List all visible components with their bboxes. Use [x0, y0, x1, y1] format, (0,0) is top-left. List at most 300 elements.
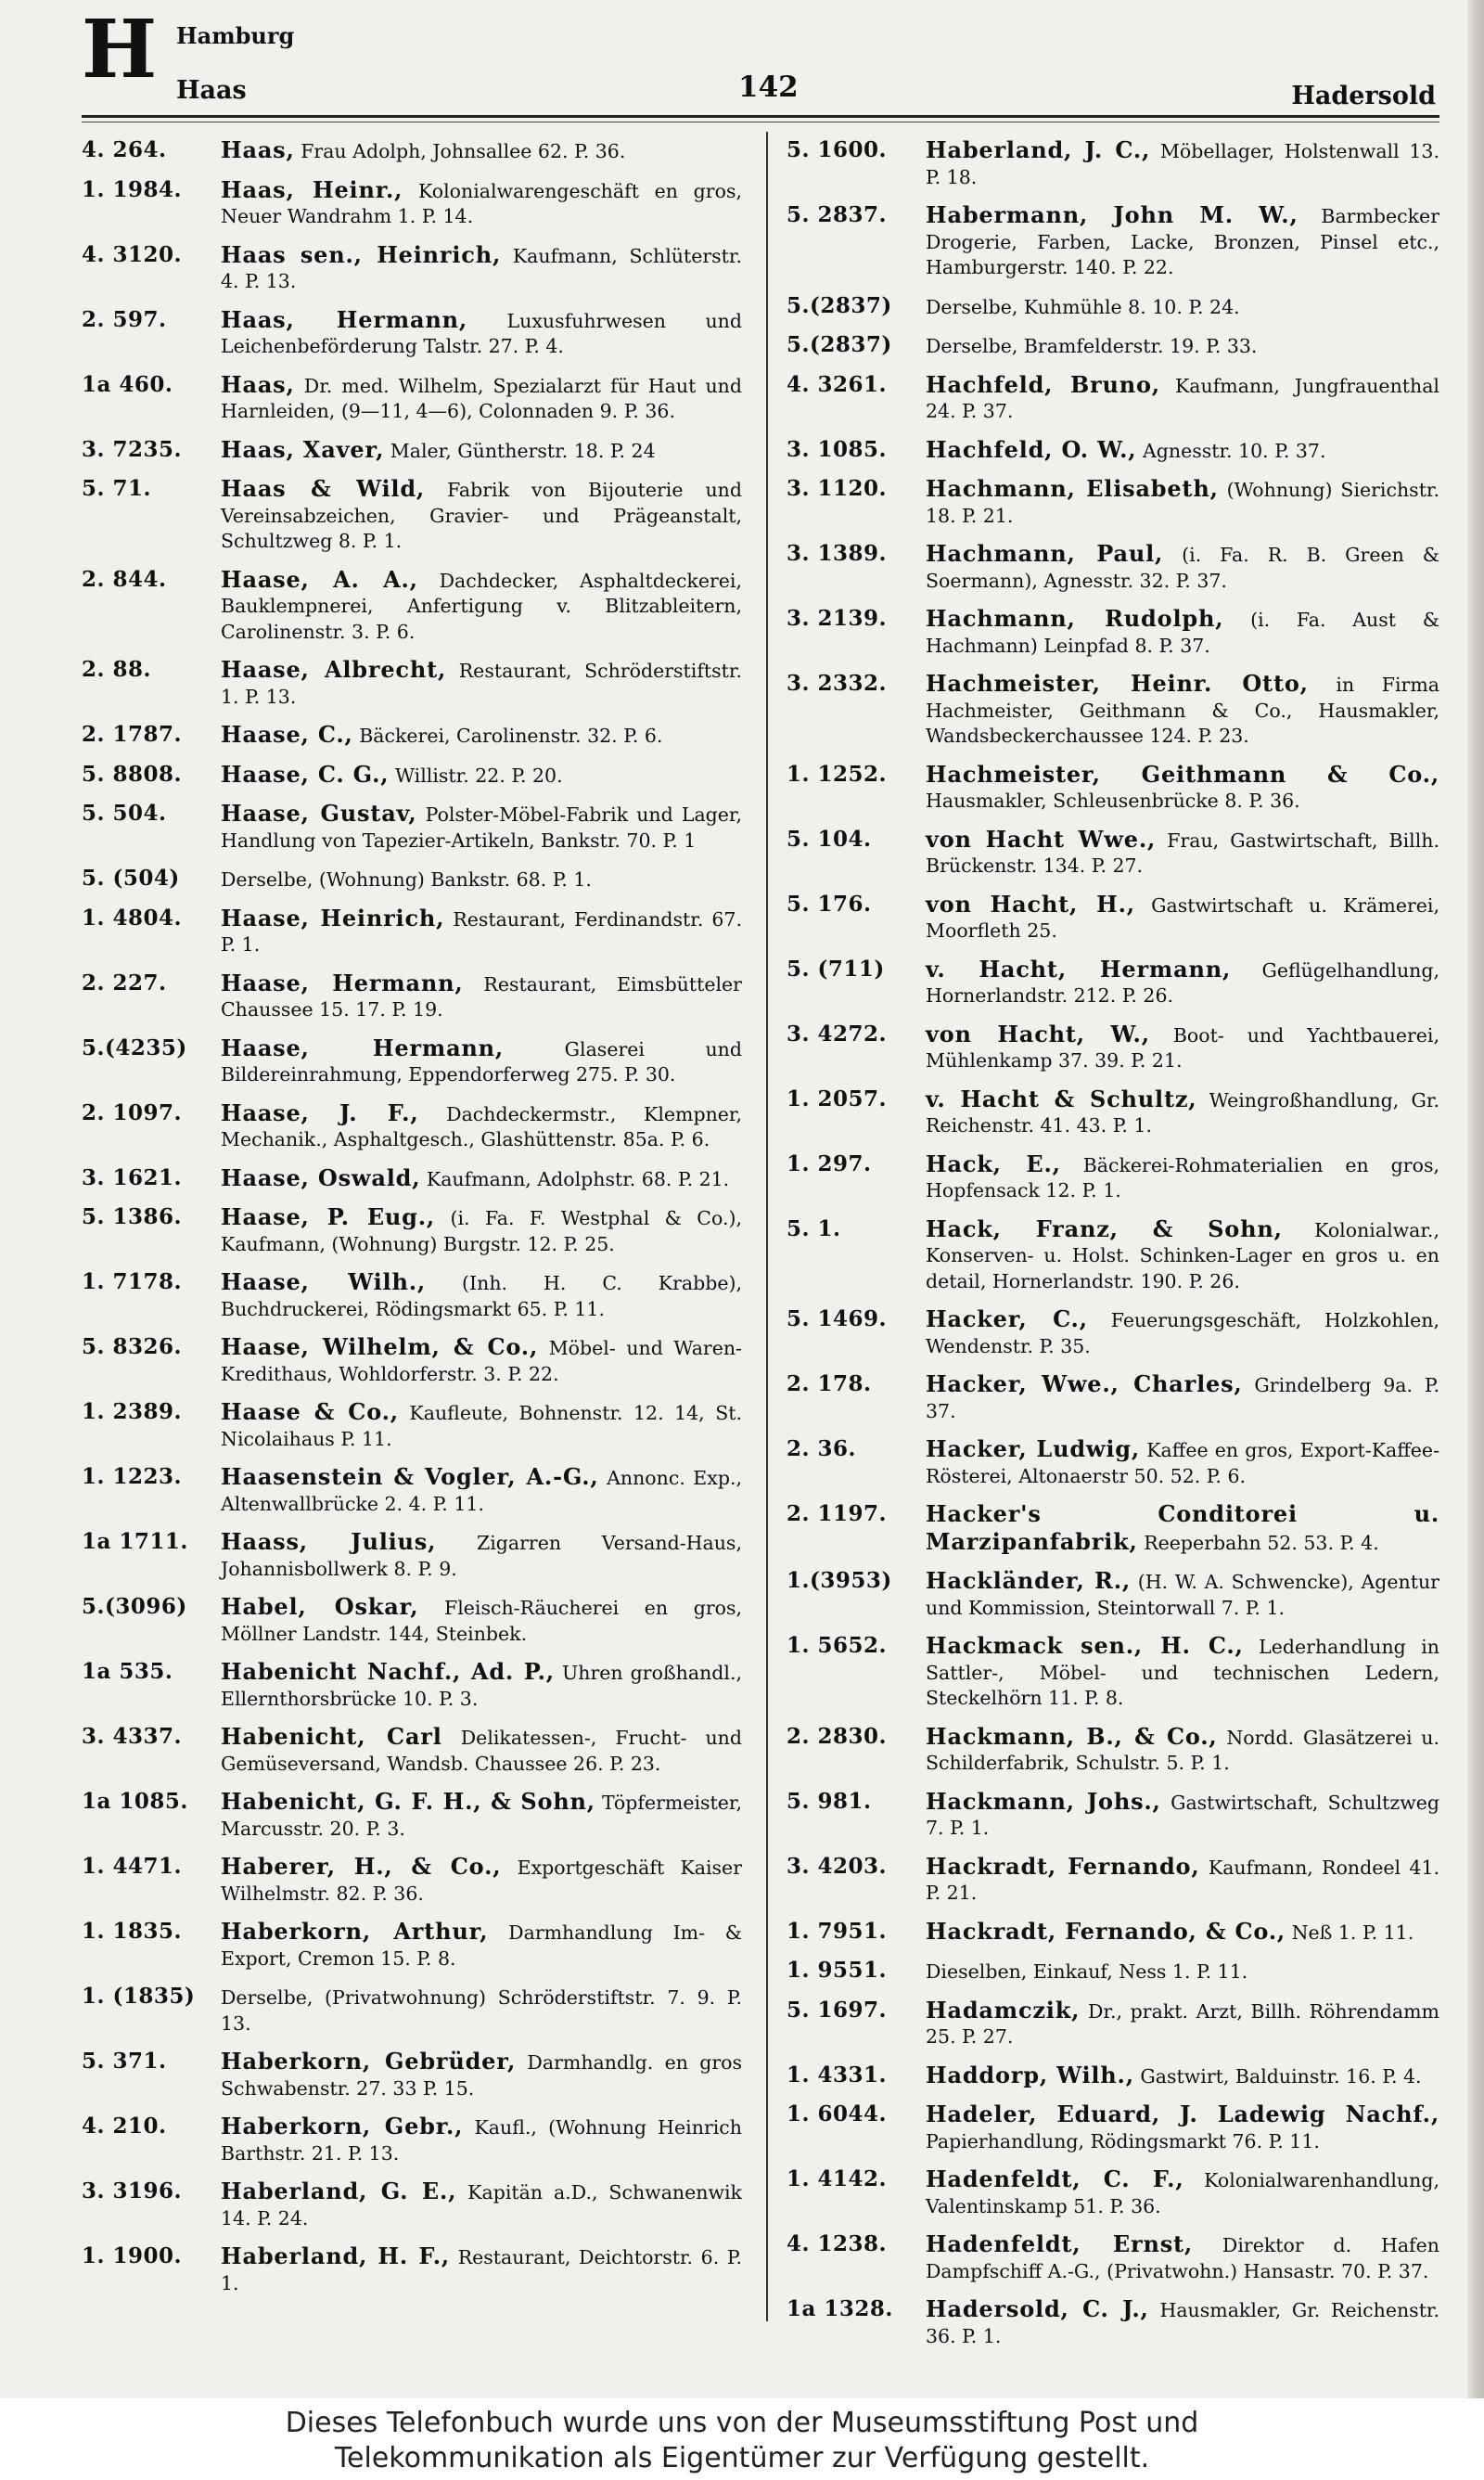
entry-details: Gastwirtschaft u. Krämerei, Moorfleth 25.	[926, 893, 1439, 942]
subscriber-name: Hadenfeldt, C. F.,	[926, 2165, 1184, 2192]
directory-entry	[82, 372, 742, 425]
entry-body	[926, 2296, 1439, 2349]
entry-body	[926, 541, 1439, 594]
phone-number: 1.(3953)	[787, 1568, 892, 1593]
subscriber-name: Hachmann, Paul,	[926, 540, 1164, 567]
entry-details: Kaufmann, Schlüterstr. 4. P. 13.	[221, 244, 742, 292]
subscriber-name: Haase, Oswald,	[221, 1163, 421, 1191]
subscriber-name: Hackmann, Johs.,	[926, 1787, 1161, 1815]
phone-number: 5. 1600.	[787, 137, 888, 162]
page-edge	[1467, 0, 1484, 2398]
directory-entry	[787, 2166, 1439, 2219]
phone-number: 1. 4471.	[82, 1854, 183, 1879]
right-column	[787, 137, 1439, 2361]
entry-details: Willistr. 22. P. 20.	[394, 764, 563, 787]
entry-body	[221, 137, 742, 165]
directory-entry	[82, 307, 742, 360]
directory-entry	[82, 722, 742, 750]
entry-body	[221, 1165, 742, 1193]
directory-entry	[787, 541, 1439, 594]
entry-details: Kolonialwarenhandlung, Valentinskamp 51. P. 36.	[926, 2169, 1439, 2217]
directory-entry	[787, 827, 1439, 880]
phone-number: 1. 9551.	[787, 1958, 888, 1983]
entry-details: Restaurant, Deichtorstr. 6. P. 1.	[221, 2246, 742, 2294]
entry-body	[926, 1151, 1439, 1204]
directory-entry	[82, 1334, 742, 1387]
directory-entry	[82, 1035, 742, 1088]
entry-details: Töpfermeister, Marcusstr. 20. P. 3.	[221, 1792, 742, 1840]
phone-number: 2. 88.	[82, 657, 152, 682]
subscriber-name: Haas, Xaver,	[221, 435, 385, 463]
entry-details: Delikatessen-, Frucht- und Gemüseversand, Wandsb. Chaussee 26. P. 23.	[221, 1727, 742, 1775]
entry-body	[221, 177, 742, 230]
footer-line-1: Dieses Telefonbuch wurde uns von der Museumsstiftung Post und	[285, 2407, 1199, 2439]
entry-details: Derselbe, (Wohnung) Bankstr. 68. P. 1.	[221, 868, 592, 891]
entry-body	[926, 671, 1439, 750]
header-rule	[82, 115, 1439, 118]
phone-number: 1. 2057.	[787, 1086, 888, 1112]
directory-entry	[82, 177, 742, 230]
phone-number: 5.(2837)	[787, 292, 892, 318]
directory-entry	[82, 1100, 742, 1153]
entry-body	[221, 722, 742, 750]
subscriber-name: Habenicht, G. F. H., & Sohn,	[221, 1788, 595, 1815]
directory-entry	[82, 1659, 742, 1712]
entry-details: Maler, Güntherstr. 18. P. 24	[390, 439, 656, 462]
phone-number: 3. 4203.	[787, 1853, 888, 1879]
entry-details: Bäckerei, Carolinenstr. 32. P. 6.	[359, 725, 663, 747]
entry-details: Zigarren Versand-Haus, Johannisbollwerk 8. P. 9.	[221, 1532, 742, 1580]
subscriber-name: Hacker, Wwe., Charles,	[926, 1370, 1243, 1397]
subscriber-name: Haas,	[221, 136, 295, 163]
entry-details: Fleisch-Räucherei en gros, Möllner Landstr. 144, Steinbek.	[221, 1597, 743, 1645]
subscriber-name: Haase, P. Eug.,	[221, 1203, 436, 1230]
phone-number: 2. 178.	[787, 1371, 872, 1396]
subscriber-name: Haas sen., Heinrich,	[221, 240, 502, 268]
entry-body	[926, 2062, 1439, 2090]
subscriber-name: Haase, Heinrich,	[221, 904, 445, 932]
entry-body	[221, 567, 742, 646]
entry-details: (i. Fa. F. Westphal & Co.), Kaufmann, (Wohnung) Burgstr. 12. P. 25.	[221, 1207, 742, 1255]
phone-number: 5.(3096)	[82, 1594, 187, 1619]
directory-entry	[787, 1854, 1439, 1907]
entry-details: Polster-Möbel-Fabrik und Lager, Handlung von Tapezier-Artikeln, Bankstr. 70. P. 1	[221, 803, 742, 852]
entry-body	[926, 606, 1439, 659]
subscriber-name: Hackradt, Fernando, & Co.,	[926, 1917, 1286, 1945]
entry-details: Kaufmann, Jungfrauenthal 24. P. 37.	[926, 374, 1439, 422]
entry-body	[926, 293, 1439, 321]
directory-entry	[82, 2178, 742, 2231]
entry-details: Restaurant, Ferdinandstr. 67. P. 1.	[221, 907, 742, 956]
entry-details: Barmbecker Drogerie, Farben, Lacke, Bronzen, Pinsel etc., Hamburgerstr. 140. P. 22.	[926, 205, 1439, 278]
directory-entry	[787, 1501, 1439, 1556]
entry-details: Feuerungsgeschäft, Holzkohlen, Wendenstr. P. 35.	[926, 1309, 1439, 1357]
entry-body	[221, 1100, 742, 1153]
directory-entry	[787, 1958, 1439, 1985]
directory-entry	[787, 1789, 1439, 1842]
directory-entry	[82, 906, 742, 958]
subscriber-name: Haase, J. F.,	[221, 1099, 419, 1126]
phone-number: 1. 7178.	[82, 1269, 183, 1294]
phone-number: 5. 1.	[787, 1215, 841, 1241]
directory-entry	[82, 242, 742, 295]
subscriber-name: von Hacht, H.,	[926, 890, 1135, 918]
subscriber-name: Haddorp, Wilh.,	[926, 2061, 1134, 2088]
directory-entry	[82, 437, 742, 465]
phone-number: 5. (504)	[82, 866, 180, 891]
phone-number: 2. 1787.	[82, 722, 183, 747]
directory-entry	[82, 1464, 742, 1517]
entry-details: Direktor d. Hafen Dampfschiff A.-G., (Privatwohn.) Hansastr. 70. P. 37.	[926, 2234, 1439, 2282]
phone-number: 5.(4235)	[82, 1034, 187, 1060]
phone-number: 1a 535.	[82, 1659, 173, 1684]
entry-body	[926, 1436, 1439, 1489]
entry-details: Agnesstr. 10. P. 37.	[1142, 439, 1326, 462]
entry-body	[926, 437, 1439, 465]
entry-details: Frau, Gastwirtschaft, Billh. Brückenstr. 134. P. 27.	[926, 829, 1439, 877]
directory-entry	[82, 866, 742, 893]
entry-body	[926, 2101, 1439, 2154]
entry-body	[221, 1984, 742, 2037]
subscriber-name: Haberland, J. C.,	[926, 136, 1151, 163]
phone-number: 5.(2837)	[787, 332, 892, 357]
entry-details: Dachdecker, Asphaltdeckerei, Bauklempnerei, Anfertigung v. Blitzableitern, Carolinenstr. 3. P. 6.	[221, 569, 742, 643]
entry-details: Grindelberg 9a. P. 37.	[926, 1374, 1439, 1422]
entry-details: Uhren großhandl., Ellernthorsbrücke 10. P. 3.	[221, 1662, 742, 1710]
subscriber-name: von Hacht, W.,	[926, 1020, 1150, 1047]
entry-details: (H. W. A. Schwencke), Agentur und Kommission, Steintorwall 7. P. 1.	[926, 1571, 1439, 1619]
entry-body	[221, 372, 742, 425]
entry-body	[926, 2231, 1439, 2284]
subscriber-name: Hadamczik,	[926, 1996, 1081, 2024]
directory-entry	[787, 293, 1439, 321]
entry-details: Neß 1. P. 11.	[1291, 1921, 1414, 1944]
entry-details: in Firma Hachmeister, Geithmann & Co., Hausmakler, Wandsbeckerchaussee 124. P. 23.	[926, 674, 1439, 747]
phone-number: 1a 1085.	[82, 1789, 188, 1814]
entry-body	[926, 476, 1439, 529]
subscriber-name: Haberland, G. E.,	[221, 2178, 457, 2204]
entry-details: Kaufleute, Bohnenstr. 12. 14, St. Nicolaihaus P. 11.	[221, 1402, 742, 1450]
entry-details: Derselbe, Kuhmühle 8. 10. P. 24.	[926, 295, 1240, 318]
directory-entry	[787, 137, 1439, 190]
subscriber-name: Haas, Heinr.,	[221, 175, 403, 203]
directory-entry	[82, 567, 742, 646]
entry-body	[926, 957, 1439, 1009]
subscriber-name: Haas,	[221, 370, 295, 398]
section-letter: H	[82, 3, 158, 96]
entry-body	[221, 2243, 742, 2296]
entry-details: Hausmakler, Gr. Reichenstr. 36. P. 1.	[926, 2299, 1439, 2347]
entry-body	[221, 801, 742, 854]
entry-body	[221, 657, 742, 710]
directory-entry	[787, 1306, 1439, 1359]
entry-details: Kapitän a.D., Schwanenwik 14. P. 24.	[221, 2181, 742, 2229]
directory-entry	[82, 801, 742, 854]
directory-entry	[787, 437, 1439, 465]
entry-details: Annonc. Exp., Altenwallbrücke 2. 4. P. 11.	[221, 1467, 742, 1515]
phone-number: 5. (711)	[787, 956, 885, 982]
directory-entry	[82, 1204, 742, 1257]
subscriber-name: Habenicht Nachf., Ad. P.,	[221, 1658, 555, 1685]
entry-body	[926, 202, 1439, 281]
subscriber-name: Hackländer, R.,	[926, 1567, 1132, 1594]
city-heading: Hamburg	[176, 22, 295, 49]
entry-details: (i. Fa. Aust & Hachmann) Leinpfad 8. P. 37.	[926, 609, 1439, 657]
phone-number: 1. 5652.	[787, 1633, 888, 1658]
entry-body	[926, 762, 1439, 815]
subscriber-name: Hachfeld, O. W.,	[926, 435, 1137, 463]
phone-number: 3. 1085.	[787, 436, 888, 462]
entry-body	[926, 892, 1439, 944]
subscriber-name: Haasenstein & Vogler, A.-G.,	[221, 1463, 599, 1490]
phone-number: 5. 371.	[82, 2049, 167, 2074]
subscriber-name: Hack, E.,	[926, 1150, 1061, 1177]
directory-entry	[82, 476, 742, 555]
directory-entry	[787, 202, 1439, 281]
entry-body	[926, 1501, 1439, 1556]
directory-entry	[787, 1568, 1439, 1621]
phone-number: 1. 2389.	[82, 1399, 183, 1424]
directory-entry	[82, 657, 742, 710]
phone-number: 1a 1711.	[82, 1529, 188, 1554]
directory-entry	[787, 476, 1439, 529]
directory-entry	[82, 1919, 742, 1972]
entry-details: Hausmakler, Schleusenbrücke 8. P. 36.	[926, 790, 1300, 812]
directory-entry	[787, 1919, 1439, 1947]
entry-body	[926, 1086, 1439, 1139]
phone-number: 5. 104.	[787, 826, 872, 852]
directory-entry	[82, 2243, 742, 2296]
phone-number: 4. 1238.	[787, 2231, 888, 2256]
entry-details: Kaffee en gros, Export-Kaffee-Rösterei, Altonaerstr 50. 52. P. 6.	[926, 1439, 1439, 1487]
directory-entry	[787, 1633, 1439, 1712]
entry-details: Reeperbahn 52. 53. P. 4.	[1144, 1531, 1379, 1554]
directory-entry	[787, 1371, 1439, 1424]
directory-entry	[82, 1165, 742, 1193]
phone-number: 5. 1469.	[787, 1306, 888, 1331]
directory-entry	[82, 1269, 742, 1322]
phone-number: 2. 1197.	[787, 1501, 888, 1526]
directory-entry	[787, 1022, 1439, 1074]
entry-body	[221, 2114, 742, 2166]
directory-entry	[787, 2296, 1439, 2349]
phone-number: 3. 7235.	[82, 436, 183, 462]
phone-number: 4. 264.	[82, 137, 167, 162]
entry-details: Dachdeckermstr., Klempner, Mechanik., Asphaltgesch., Glashüttenstr. 85a. P. 6.	[221, 1102, 742, 1150]
entry-details: Gastwirt, Balduinstr. 16. P. 4.	[1140, 2064, 1422, 2088]
column-divider	[766, 132, 768, 2321]
entry-body	[926, 1568, 1439, 1621]
directory-entry	[787, 1086, 1439, 1139]
entry-body	[926, 1854, 1439, 1907]
entry-details: Dr., prakt. Arzt, Billh. Röhrendamm 25. P. 27.	[926, 1999, 1439, 2048]
subscriber-name: Haase, Wilh.,	[221, 1268, 427, 1295]
directory-entry	[787, 1436, 1439, 1489]
entry-body	[926, 1724, 1439, 1777]
subscriber-name: Hacker, Ludwig,	[926, 1435, 1141, 1462]
subscriber-name: Haase, C.,	[221, 721, 353, 748]
entry-details: Boot- und Yachtbauerei, Mühlenkamp 37. 39. P. 21.	[926, 1023, 1439, 1072]
entry-details: Derselbe, (Privatwohnung) Schröderstiftstr. 7. 9. P. 13.	[221, 1986, 742, 2035]
phone-number: 5. 71.	[82, 476, 152, 501]
entry-body	[221, 307, 742, 360]
phone-number: 1. (1835)	[82, 1984, 196, 2009]
subscriber-name: Haase, Hermann,	[221, 1034, 505, 1061]
entry-body	[926, 1919, 1439, 1947]
phone-number: 1. 4804.	[82, 905, 183, 931]
entry-details: Kaufmann, Rondeel 41. P. 21.	[926, 1856, 1439, 1904]
left-column	[82, 137, 742, 2308]
entry-body	[926, 1306, 1439, 1359]
entry-body	[221, 1529, 742, 1582]
phone-number: 5. 8808.	[82, 761, 183, 787]
subscriber-name: Haberkorn, Gebrüder,	[221, 2048, 517, 2075]
entry-body	[926, 372, 1439, 425]
entry-details: Möbel- und Waren-Kredithaus, Wohldorferstr. 3. P. 22.	[221, 1337, 742, 1385]
entry-body	[926, 1958, 1439, 1985]
directory-entry	[787, 1151, 1439, 1204]
entry-details: Papierhandlung, Rödingsmarkt 76. P. 11.	[926, 2129, 1320, 2152]
entry-details: Möbellager, Holstenwall 13. P. 18.	[926, 140, 1439, 188]
entry-details: (i. Fa. R. B. Green & Soermann), Agnesstr. 32. P. 37.	[926, 544, 1439, 592]
directory-entry	[787, 2062, 1439, 2090]
subscriber-name: Hachmann, Rudolph,	[926, 605, 1224, 632]
phone-number: 1. 1984.	[82, 176, 183, 202]
entry-body	[221, 762, 742, 790]
entry-details: Kaufl., (Wohnung Heinrich Barthstr. 21. P. 13.	[221, 2116, 742, 2165]
directory-entry	[787, 957, 1439, 1009]
subscriber-name: Hackmack sen., H. C.,	[926, 1632, 1244, 1659]
first-entry-word: Haas	[176, 76, 247, 105]
directory-entry	[82, 1854, 742, 1907]
entry-details: (Wohnung) Sierichstr. 18. P. 21.	[926, 479, 1439, 527]
phone-number: 4. 3261.	[787, 371, 888, 397]
entry-details: Geflügelhandlung, Hornerlandstr. 212. P. 26.	[926, 958, 1439, 1007]
phone-number: 1. 1252.	[787, 761, 888, 787]
last-entry-word: Hadersold	[1291, 82, 1436, 110]
directory-entry	[787, 762, 1439, 815]
phone-number: 3. 4337.	[82, 1724, 183, 1749]
phone-number: 3. 2332.	[787, 671, 888, 696]
entry-body	[926, 1371, 1439, 1424]
subscriber-name: Hacker, C.,	[926, 1305, 1088, 1332]
subscriber-name: Haberer, H., & Co.,	[221, 1853, 502, 1880]
subscriber-name: Hachmeister, Geithmann & Co.,	[926, 760, 1439, 788]
directory-entry	[82, 1724, 742, 1777]
phone-number: 2. 227.	[82, 970, 167, 996]
directory-entry	[82, 1594, 742, 1647]
entry-details: Lederhandlung in Sattler-, Möbel- und technischen Ledern, Steckelhörn 11. P. 8.	[926, 1636, 1439, 1709]
phone-number: 2. 597.	[82, 306, 167, 332]
entry-body	[221, 1854, 742, 1907]
phone-number: 5. 1386.	[82, 1204, 183, 1229]
entry-details: Derselbe, Bramfelderstr. 19. P. 33.	[926, 335, 1258, 357]
entry-body	[221, 1269, 742, 1322]
phone-number: 3. 1120.	[787, 476, 888, 501]
subscriber-name: v. Hacht & Schultz,	[926, 1085, 1197, 1112]
directory-entry	[787, 372, 1439, 425]
entry-details: Fabrik von Bijouterie und Vereinsabzeichen, Gravier- und Prägeanstalt, Schultzweg 8. P. 1.	[221, 479, 742, 552]
subscriber-name: Haase, Gustav,	[221, 800, 417, 827]
subscriber-name: Haas & Wild,	[221, 475, 426, 502]
entry-body	[221, 1724, 742, 1777]
subscriber-name: Haas, Hermann,	[221, 305, 467, 333]
phone-number: 3. 1389.	[787, 541, 888, 566]
directory-entry	[787, 2101, 1439, 2154]
subscriber-name: Hadenfeldt, Ernst,	[926, 2230, 1194, 2257]
entry-body	[221, 437, 742, 465]
entry-body	[926, 1633, 1439, 1712]
subscriber-name: Haase, Albrecht,	[221, 656, 447, 683]
entry-details: Nordd. Glasätzerei u. Schilderfabrik, Schulstr. 5. P. 1.	[926, 1726, 1439, 1774]
subscriber-name: Hachmann, Elisabeth,	[926, 475, 1219, 502]
phone-number: 4. 210.	[82, 2114, 167, 2139]
phone-number: 5. 981.	[787, 1788, 872, 1814]
entry-details: (Inh. H. C. Krabbe), Buchdruckerei, Rödingsmarkt 65. P. 11.	[221, 1272, 742, 1320]
entry-details: Frau Adolph, Johnsallee 62. P. 36.	[301, 140, 626, 162]
copyright-footer	[0, 2398, 1484, 2480]
entry-body	[221, 1789, 742, 1842]
entry-body	[926, 332, 1439, 360]
entry-body	[221, 1919, 742, 1972]
phone-number: 1. 1835.	[82, 1919, 183, 1944]
phone-number: 3. 2139.	[787, 606, 888, 631]
directory-entry	[82, 1984, 742, 2037]
page-number: 142	[738, 71, 799, 104]
subscriber-name: Haase & Co.,	[221, 1398, 399, 1425]
directory-entry	[82, 1789, 742, 1842]
directory-entry	[787, 671, 1439, 750]
phone-number: 1. 6044.	[787, 2101, 888, 2127]
entry-details: Kolonialwar., Konserven- u. Holst. Schinken-Lager en gros u. en detail, Hornerlandstr. 190. P. 26.	[926, 1218, 1439, 1292]
phone-number: 5. 2837.	[787, 202, 888, 227]
phone-number: 1. 1223.	[82, 1464, 183, 1489]
phone-number: 1a 460.	[82, 371, 173, 397]
phone-number: 5. 176.	[787, 891, 872, 917]
phone-number: 3. 1621.	[82, 1164, 183, 1190]
directory-entry	[82, 970, 742, 1023]
entry-body	[221, 906, 742, 958]
entry-body	[221, 2178, 742, 2231]
directory-entry	[787, 1216, 1439, 1295]
phone-number: 3. 3196.	[82, 2178, 183, 2204]
directory-entry	[82, 762, 742, 790]
directory-entry	[787, 892, 1439, 944]
subscriber-name: Hachfeld, Bruno,	[926, 370, 1160, 398]
phone-number: 2. 844.	[82, 566, 167, 592]
phone-number: 3. 4272.	[787, 1021, 888, 1047]
entry-details: Glaserei und Bildereinrahmung, Eppendorferweg 275. P. 30.	[221, 1037, 743, 1086]
phone-number: 1a 1328.	[787, 2296, 893, 2321]
entry-details: Luxusfuhrwesen und Leichenbeförderung Talstr. 27. P. 4.	[221, 309, 742, 357]
entry-body	[221, 866, 742, 893]
entry-body	[221, 1334, 742, 1387]
subscriber-name: Haase, C. G.,	[221, 760, 390, 788]
directory-entry	[787, 332, 1439, 360]
subscriber-name: von Hacht Wwe.,	[926, 825, 1157, 853]
entry-details: Darmhandlung Im- & Export, Cremon 15. P. 8.	[221, 1921, 742, 1970]
phone-number: 1. 297.	[787, 1150, 872, 1176]
subscriber-name: Hack, Franz, & Sohn,	[926, 1214, 1283, 1242]
entry-body	[926, 137, 1439, 190]
entry-body	[221, 476, 742, 555]
entry-body	[926, 1216, 1439, 1295]
entry-body	[221, 970, 742, 1023]
entry-details: Restaurant, Schröderstiftstr. 1. P. 13.	[221, 660, 742, 708]
directory-entry	[787, 1998, 1439, 2050]
entry-body	[221, 1464, 742, 1517]
entry-details: Weingroßhandlung, Gr. Reichenstr. 41. 43. P. 1.	[926, 1088, 1439, 1137]
